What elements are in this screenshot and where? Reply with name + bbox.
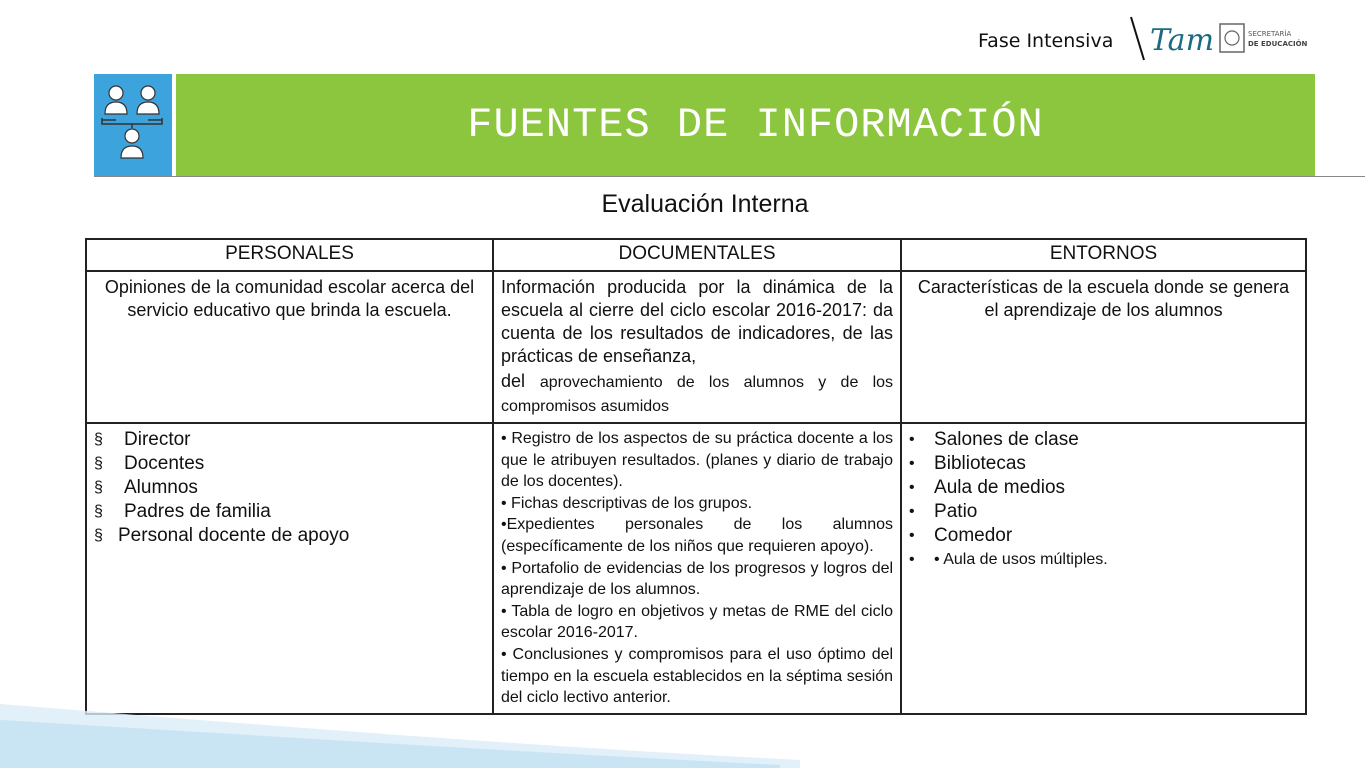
list-item: • Portafolio de evidencias de los progresos y logros del aprendizaje de los alumnos. bbox=[501, 559, 894, 599]
header-personales: PERSONALES bbox=[86, 239, 493, 271]
list-item: • Patio bbox=[909, 500, 1298, 524]
list-item: • Registro de los aspectos de su práctica docente a los que le atribuyen resultados. (planes y diario de trabajo de los docentes). bbox=[501, 430, 894, 491]
title-green-box bbox=[176, 74, 1315, 176]
people-hierarchy-icon bbox=[94, 74, 172, 176]
personales-list bbox=[94, 428, 485, 548]
table-row-lists bbox=[86, 423, 1306, 714]
page-title: FUENTES DE INFORMACIÓN bbox=[467, 101, 1044, 149]
information-sources-table bbox=[85, 238, 1307, 715]
decorative-wave bbox=[0, 690, 800, 768]
desc-personales: Opiniones de la comunidad escolar acerca del servicio educativo que brinda la escuela. bbox=[86, 271, 493, 423]
title-banner bbox=[94, 74, 1315, 176]
list-item: § Director bbox=[94, 428, 485, 452]
desc-documentales-small: aprovechamiento de los alumnos y de los compromisos asumidos bbox=[501, 374, 894, 415]
desc-documentales-del: del bbox=[501, 371, 526, 391]
title-icon-box bbox=[94, 74, 176, 176]
list-item: •Expedientes personales de los alumnos (específicamente de los niños que requieren apoyo). bbox=[501, 516, 894, 555]
list-item: • Tabla de logro en objetivos y metas de RME del ciclo escolar 2016-2017. bbox=[501, 602, 894, 642]
list-item: § Personal docente de apoyo bbox=[94, 524, 485, 548]
phase-label: Fase Intensiva bbox=[978, 30, 1114, 52]
list-item: • Bibliotecas bbox=[909, 452, 1298, 476]
header-documentales: DOCUMENTALES bbox=[493, 239, 901, 271]
logo-secretaria-line2: DE EDUCACIÓN bbox=[1248, 40, 1308, 48]
list-item: • Salones de clase bbox=[909, 428, 1298, 452]
tamaulipas-logo bbox=[1128, 14, 1312, 66]
list-item: § Padres de familia bbox=[94, 500, 485, 524]
title-divider bbox=[94, 176, 1365, 177]
subtitle: Evaluación Interna bbox=[601, 190, 809, 218]
entornos-list bbox=[909, 428, 1298, 572]
logo-secretaria-line1: SECRETARÍA bbox=[1248, 30, 1292, 38]
entornos-list-cell bbox=[901, 423, 1306, 714]
list-item: § Alumnos bbox=[94, 476, 485, 500]
desc-documentales bbox=[493, 271, 901, 423]
desc-documentales-main: Información producida por la dinámica de la escuela al cierre del ciclo escolar 2016-2017: da cuenta de los resultados de indicadores, de las prácticas de enseñanza, bbox=[501, 277, 894, 366]
list-item: • Fichas descriptivas de los grupos. bbox=[501, 494, 753, 512]
table-row-descriptions bbox=[86, 271, 1306, 423]
header-entornos: ENTORNOS bbox=[901, 239, 1306, 271]
logo-tam-text: Tam bbox=[1150, 23, 1215, 58]
desc-entornos: Características de la escuela donde se genera el aprendizaje de los alumnos bbox=[901, 271, 1306, 423]
list-item: • Conclusiones y compromisos para el uso óptimo del tiempo en la escuela establecidos en la séptima sesión del ciclo lectivo anterior. bbox=[501, 645, 894, 707]
personales-list-cell bbox=[86, 423, 493, 714]
list-item: • Comedor bbox=[909, 524, 1298, 548]
list-item: § Docentes bbox=[94, 452, 485, 476]
documentales-list-cell bbox=[493, 423, 901, 714]
list-item: • Aula de medios bbox=[909, 476, 1298, 500]
table-header-row bbox=[86, 239, 1306, 271]
list-item: • • Aula de usos múltiples. bbox=[909, 548, 1298, 572]
